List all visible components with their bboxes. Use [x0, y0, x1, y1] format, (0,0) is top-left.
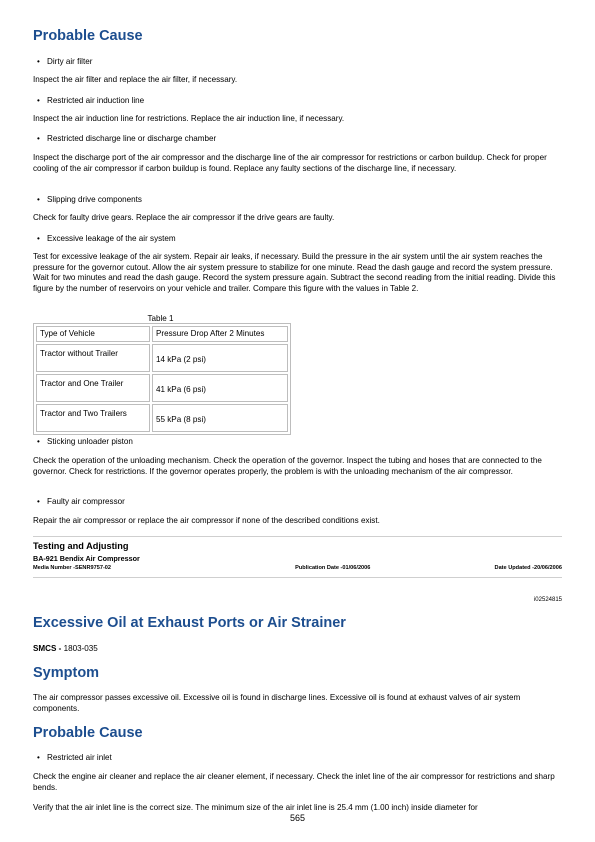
- bullet-restricted-induction: • Restricted air induction line: [33, 96, 562, 107]
- table-caption: Table 1: [147, 314, 174, 323]
- section-heading-probable-cause: Probable Cause: [33, 28, 143, 44]
- bullet-restricted-air-inlet: • Restricted air inlet: [33, 753, 562, 764]
- table-row: [36, 404, 288, 432]
- pressure-drop-table: [33, 323, 291, 435]
- table-row: [36, 374, 288, 402]
- table-row: [36, 344, 288, 372]
- table-cell: 14 kPa (2 psi): [152, 344, 288, 372]
- paragraph-air-cleaner: Check the engine air cleaner and replace the air cleaner element, if necessary. Check the inlet line of the air compressor for restrictions and sharp bends.: [33, 772, 555, 792]
- smcs-value: 1803-035: [63, 644, 98, 653]
- smcs-label: SMCS -: [33, 644, 64, 653]
- section-title-excessive-oil: Excessive Oil at Exhaust Ports or Air Strainer: [33, 615, 346, 631]
- bullet-faulty-compressor: • Faulty air compressor: [33, 497, 562, 508]
- bullet-dirty-air-filter: • Dirty air filter: [33, 57, 562, 68]
- bullet-restricted-discharge: • Restricted discharge line or discharge chamber: [33, 134, 562, 145]
- paragraph-air-filter: Inspect the air filter and replace the air filter, if necessary.: [33, 75, 238, 84]
- section-heading-symptom: Symptom: [33, 665, 100, 681]
- bullet-excessive-leakage: • Excessive leakage of the air system: [33, 234, 562, 245]
- date-updated: Date Updated -20/06/2006: [494, 565, 562, 571]
- table-header-row: [36, 326, 288, 342]
- document-id: i02524815: [533, 597, 562, 603]
- doc-meta-row: [33, 565, 562, 571]
- page-number: 565: [289, 813, 306, 823]
- publication-date: Publication Date -01/06/2006: [295, 565, 371, 571]
- pressure-table-wrapper: [33, 323, 291, 435]
- paragraph-unloader: Check the operation of the unloading mechanism. Check the operation of the governor. Inspect the tubing and hoses that are connected to the governor. Check for restrictions. If the governor operates properly, the problem is with the unloading mechanism of the air compressor.: [33, 456, 542, 476]
- bullet-sticking-unloader: • Sticking unloader piston: [33, 437, 562, 448]
- bullet-slipping-drive: • Slipping drive components: [33, 195, 562, 206]
- table-cell: Tractor and Two Trailers: [36, 404, 150, 432]
- paragraph-discharge: Inspect the discharge port of the air compressor and the discharge line of the air compressor for restrictions or carbon buildup. Check for proper cooling of the air compressor if carbon buildup is found. Replace any faulty sections of the discharge line, if necessary.: [33, 153, 547, 173]
- table-cell: Tractor and One Trailer: [36, 374, 150, 402]
- table-header-cell: Type of Vehicle: [36, 326, 150, 342]
- table-cell: 41 kPa (6 psi): [152, 374, 288, 402]
- doc-subtitle: BA-921 Bendix Air Compressor: [33, 554, 140, 563]
- table-cell: Tractor without Trailer: [36, 344, 150, 372]
- paragraph-leakage-test: Test for excessive leakage of the air system. Repair air leaks, if necessary. Build the pressure in the air system until the air system reaches the pressure for the governor cutout. Allow the air system pressure to stabilize for one minute. Read the dash gauge and record the system pressure. Wait for two minutes and read the dash gauge. Record the system pressure again. Subtract the second reading from the initial reading. Divide this figure by the number of reservoirs on your vehicle and trailer. Compare this figure with the values in Table 2.: [33, 252, 556, 293]
- table-cell: 55 kPa (8 psi): [152, 404, 288, 432]
- paragraph-symptom: The air compressor passes excessive oil. Excessive oil is found in discharge lines. Excessive oil is found at exhaust valves of air system components.: [33, 693, 521, 713]
- smcs-line: [33, 644, 562, 655]
- paragraph-inlet-size: Verify that the air inlet line is the correct size. The minimum size of the air inlet line is 25.4 mm (1.00 inch) inside diameter for: [33, 803, 478, 812]
- paragraph-drive-gears: Check for faulty drive gears. Replace the air compressor if the drive gears are faulty.: [33, 213, 335, 222]
- paragraph-faulty-compressor: Repair the air compressor or replace the air compressor if none of the described conditions exist.: [33, 516, 380, 525]
- divider: [33, 577, 562, 578]
- media-number: Media Number -SENR9757-02: [33, 565, 112, 571]
- doc-title: Testing and Adjusting: [33, 541, 129, 551]
- divider: [33, 536, 562, 537]
- section-heading-probable-cause-2: Probable Cause: [33, 725, 143, 741]
- table-header-cell: Pressure Drop After 2 Minutes: [152, 326, 288, 342]
- paragraph-induction: Inspect the air induction line for restrictions. Replace the air induction line, if necessary.: [33, 114, 345, 123]
